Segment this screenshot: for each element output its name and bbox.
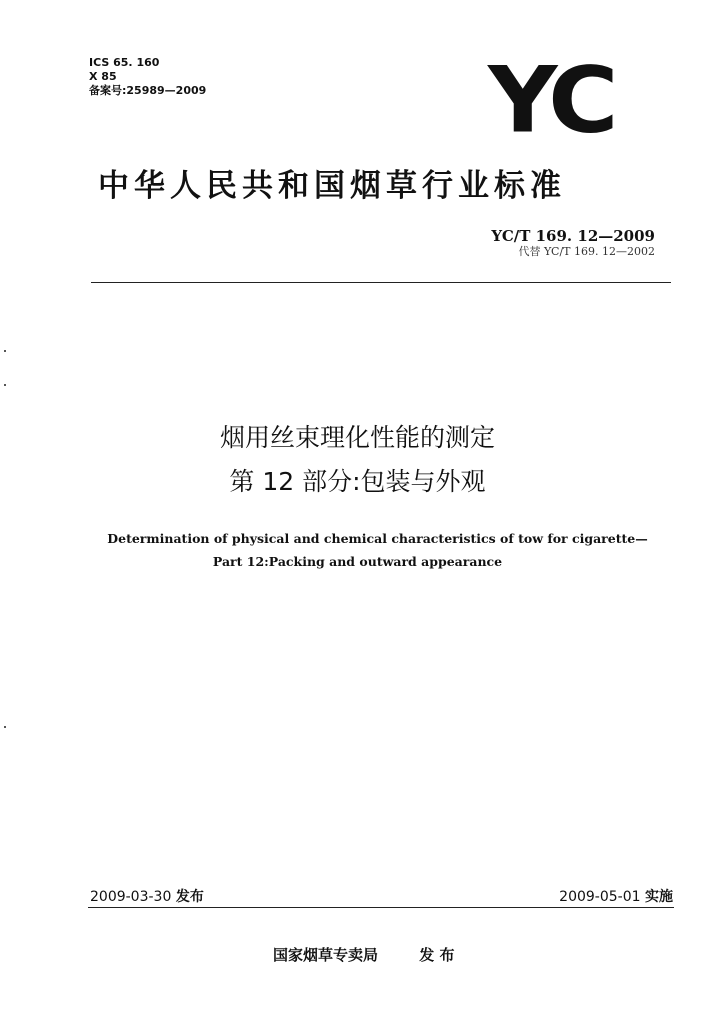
- issuer-block: [273, 944, 454, 965]
- standard-title: 中华人民共和国烟草行业标准: [98, 168, 566, 204]
- yc-logo: [488, 46, 638, 154]
- logo-text: YC: [488, 46, 613, 154]
- publish-date: 2009-03-30: [90, 889, 172, 905]
- publish-date-block: [90, 886, 204, 906]
- implement-date: 2009-05-01: [559, 889, 641, 905]
- class-code: X 85: [89, 70, 117, 83]
- scan-mark: [4, 384, 6, 386]
- implement-label: 实施: [645, 889, 673, 905]
- document-title-cn-line2: 第 12 部分:包装与外观: [229, 467, 486, 496]
- replaces-note: 代替 YC/T 169. 12—2002: [518, 245, 655, 258]
- scan-mark: [4, 350, 6, 352]
- filing-number: 备案号:25989—2009: [89, 84, 207, 97]
- footer-divider: [88, 907, 674, 908]
- document-title-en-line2: Part 12:Packing and outward appearance: [212, 554, 503, 569]
- header-divider: [91, 282, 671, 283]
- standard-code-block: [491, 227, 655, 259]
- implement-date-block: [559, 886, 673, 906]
- document-title-cn-line1: 烟用丝束理化性能的测定: [219, 423, 495, 452]
- issuer-action: 发 布: [419, 946, 455, 964]
- ics-code: ICS 65. 160: [89, 56, 160, 69]
- standard-number: YC/T 169. 12—2009: [491, 227, 655, 245]
- classification-block: [89, 56, 206, 98]
- document-title-en-line1: Determination of physical and chemical characteristics of tow for cigarette—: [107, 531, 648, 546]
- scan-mark: [4, 726, 6, 728]
- issuer-name: 国家烟草专卖局: [273, 946, 379, 964]
- publish-label: 发布: [175, 889, 204, 905]
